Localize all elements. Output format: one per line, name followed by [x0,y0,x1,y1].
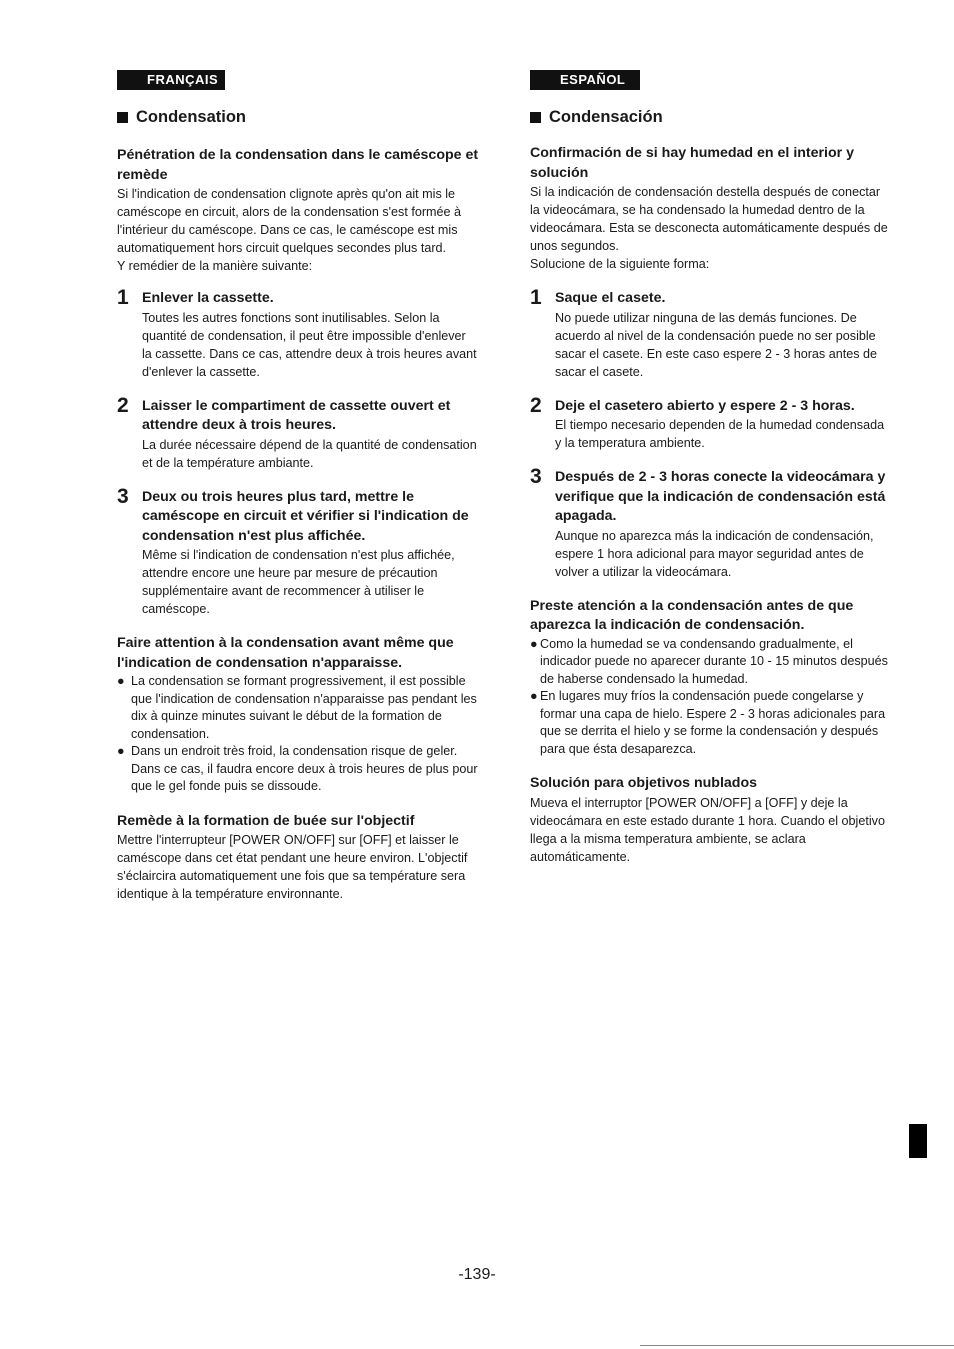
step-1 [530,286,890,381]
step-title: Después de 2 - 3 horas conecte la videocámara y verifique que la indicación de condensación está apagada. [555,469,886,524]
section-title [117,106,479,128]
step-number: 2 [117,393,129,417]
step-number: 3 [530,465,542,488]
subheading-confirmacion: Confirmación de si hay humedad en el interior y solución [530,145,855,181]
subheading-lens: Remède à la formation de buée sur l'objectif [117,812,415,829]
step-title: Laisser le compartiment de cassette ouvert et attendre deux à trois heures. [142,397,451,433]
step-2 [117,393,479,472]
thumb-index-tab [909,1124,927,1158]
step-title: Saque el casete. [555,290,666,306]
step-number: 3 [117,484,129,508]
step-number: 2 [530,393,542,417]
step-1 [117,286,479,381]
list-item: ● Dans un endroit très froid, la condensation risque de geler. Dans ce cas, il faudra encore deux à trois heures de plus pour que le gel fonde puis se dissoude. [117,744,478,793]
list-item: ● La condensation se formant progressivement, il est possible que l'indication de condensation n'apparaisse pas pendant les dix à quinze minutes suivant le début de la formation de condensation. [117,674,477,741]
step-2 [530,393,890,453]
step-text: No puede utilizar ninguna de las demás funciones. De acuerdo al nivel de la condensación puede no ser posible sacar el casete. En este caso espere 2 - 3 horas antes de sacar el casete. [555,310,878,379]
list-item: ● Como la humedad se va condensando gradualmente, el indicador puede no aparecer durante 10 - 15 minutos después de haberse condensado la humedad. [530,636,888,686]
step-title: Enlever la cassette. [142,290,274,306]
bullet-dot-icon: ● [530,689,538,703]
step-number: 1 [530,286,542,309]
square-bullet-icon [530,112,541,123]
intro-paragraph: Si l'indication de condensation clignote après qu'on ait mis le caméscope en circuit, alors de la condensation s'est formée à l'intérieur du caméscope. Dans ce cas, le caméscope est mis automatiquement hors circuit quelques secondes plus tard. [117,187,462,255]
language-tab-french: FRANÇAIS [117,70,225,90]
subheading-lens: Solución para objetivos nublados [530,775,758,791]
attention-list [117,673,479,796]
intro-paragraph: Si la indicación de condensación destella después de conectar la videocámara, se ha condensado la humedad dentro de la videocámara. Esta se desconecta automáticamente después de unos segundos. [530,185,888,253]
lens-paragraph: Mettre l'interrupteur [POWER ON/OFF] sur [OFF] et laisser le caméscope dans cet état pendant une heure environ. L'objectif s'éclaircira automatiquement une fois que sa température sera identique à la température environnante. [117,833,468,901]
step-title: Deje el casetero abierto y espere 2 - 3 horas. [555,397,855,414]
subheading-penetration: Pénétration de la condensation dans le caméscope et remède [117,147,479,183]
step-3 [530,465,890,581]
french-column [117,70,479,903]
intro-paragraph-2: Y remédier de la manière suivante: [117,259,313,273]
step-3 [117,484,479,619]
step-text: Toutes les autres fonctions sont inutilisables. Selon la quantité de condensation, il peut être impossible d'enlever la cassette. Dans ce cas, attendre deux à trois heures avant d'enlever la cassette. [142,310,477,379]
step-text: Même si l'indication de condensation n'est plus affichée, attendre encore une heure par mesure de précaution supplémentaire avant de recommencer à utiliser le caméscope. [142,548,455,616]
step-number: 1 [117,286,129,309]
subheading-atencion: Preste atención a la condensación antes de que aparezca la indicación de condensación. [530,597,854,633]
spanish-column [530,70,890,866]
step-text: La durée nécessaire dépend de la quantité de condensation et de la température ambiante. [142,437,477,470]
language-tab-spanish: ESPAÑOL [530,70,640,90]
square-bullet-icon [117,112,128,123]
section-title-text: Condensation [136,108,246,126]
section-title-text: Condensación [549,108,663,126]
bullet-dot-icon: ● [117,744,125,758]
list-item: ● En lugares muy fríos la condensación puede congelarse y formar una capa de hielo. Espere 2 - 3 horas adicionales para que se derrita el hielo y se forme la condensación y después para que ésta desaparezca. [530,689,886,756]
section-title [530,106,890,128]
lens-paragraph: Mueva el interruptor [POWER ON/OFF] a [OFF] y deje la videocámara en este estado durante 1 hora. Cuando el objetivo llega a la misma temperatura ambiente, se aclara automáticamente. [530,795,885,864]
bullet-dot-icon: ● [530,636,538,651]
bottom-rule [640,1345,954,1346]
step-title: Deux ou trois heures plus tard, mettre le caméscope en circuit et vérifier si l'indication de condensation n'est plus affichée. [142,488,469,544]
step-text: El tiempo necesario dependen de la humedad condensada y la temperatura ambiente. [555,418,885,450]
intro-paragraph-2: Solucione de la siguiente forma: [530,257,710,271]
step-text: Aunque no aparezca más la indicación de condensación, espere 1 hora adicional para mayor seguridad antes de volver a utilizar la videocámara. [555,528,874,579]
page-number: -139- [458,1266,496,1283]
attention-list [530,636,890,759]
subheading-attention: Faire attention à la condensation avant même que l'indication de condensation n'apparaisse. [117,635,454,671]
bullet-dot-icon: ● [117,674,125,688]
